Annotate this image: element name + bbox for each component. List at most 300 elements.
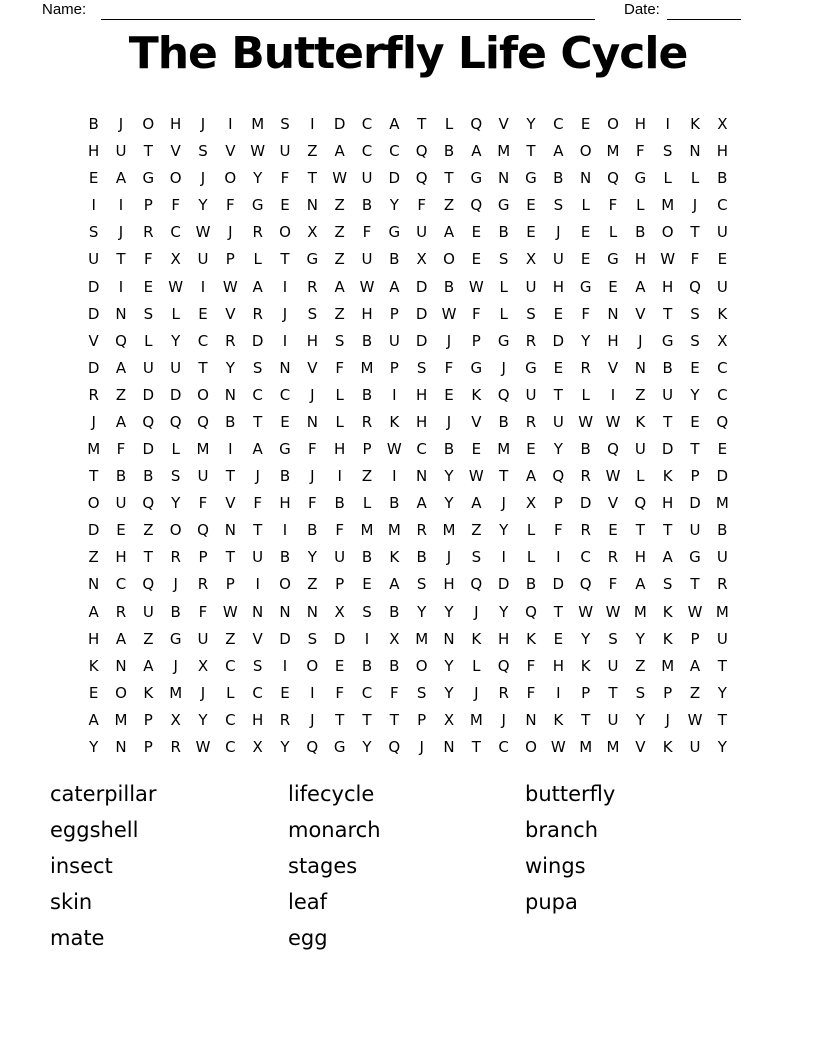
grid-letter: T — [417, 115, 427, 134]
grid-letter: T — [608, 683, 618, 702]
grid-letter: S — [143, 304, 154, 323]
grid-letter: T — [89, 467, 99, 486]
word-list-item: mate — [50, 926, 105, 950]
grid-letter: D — [251, 331, 264, 350]
grid-letter: R — [580, 521, 591, 540]
grid-letter: F — [444, 358, 454, 377]
word-list-item: lifecycle — [288, 782, 375, 806]
grid-letter: C — [580, 548, 591, 567]
grid-letter: A — [115, 358, 127, 377]
grid-letter: R — [307, 277, 318, 296]
grid-letter: A — [416, 494, 427, 513]
grid-letter: M — [633, 602, 647, 621]
grid-letter: B — [498, 412, 509, 431]
grid-letter: Q — [306, 737, 319, 756]
grid-letter: O — [661, 223, 674, 242]
grid-letter: U — [142, 602, 154, 621]
grid-letter: Y — [307, 548, 317, 567]
grid-letter: J — [501, 710, 506, 729]
grid-letter: P — [690, 629, 700, 648]
grid-letter: U — [716, 548, 728, 567]
grid-letter: T — [225, 467, 235, 486]
grid-letter: Z — [635, 656, 646, 675]
grid-letter: Z — [471, 521, 482, 540]
grid-letter: S — [416, 358, 427, 377]
grid-letter: R — [279, 710, 291, 729]
grid-letter: J — [310, 385, 315, 404]
grid-letter: R — [498, 683, 509, 702]
grid-letter: P — [143, 710, 153, 729]
grid-letter: L — [171, 440, 180, 459]
grid-letter: T — [335, 710, 345, 729]
grid-letter: I — [665, 115, 670, 134]
grid-letter: T — [690, 575, 700, 594]
grid-letter: G — [470, 358, 483, 377]
grid-letter: P — [581, 683, 591, 702]
grid-letter: Z — [334, 250, 345, 269]
grid-letter: T — [362, 710, 372, 729]
grid-letter: T — [253, 412, 263, 431]
grid-letter: R — [416, 521, 427, 540]
grid-letter: B — [361, 385, 373, 404]
grid-letter: F — [362, 223, 372, 242]
grid-letter: K — [662, 629, 673, 648]
grid-letter: N — [498, 169, 510, 188]
grid-letter: J — [446, 412, 452, 431]
grid-letter: E — [334, 656, 345, 675]
grid-letter: C — [416, 440, 427, 459]
grid-letter: K — [143, 683, 154, 702]
grid-letter: P — [690, 467, 700, 486]
grid-letter: Y — [362, 737, 372, 756]
grid-letter: H — [662, 277, 674, 296]
grid-letter: T — [116, 250, 126, 269]
grid-letter: I — [282, 656, 288, 675]
grid-letter: N — [306, 602, 318, 621]
grid-letter: U — [115, 494, 127, 513]
grid-letter: T — [663, 521, 673, 540]
grid-letter: P — [198, 548, 208, 567]
grid-letter: L — [499, 304, 508, 323]
grid-letter: E — [580, 115, 591, 134]
grid-letter: X — [252, 737, 263, 756]
grid-letter: U — [388, 331, 400, 350]
grid-letter: E — [690, 412, 700, 431]
grid-letter: F — [636, 142, 645, 161]
grid-letter: T — [690, 223, 700, 242]
grid-letter: X — [389, 629, 400, 648]
grid-letter: U — [197, 250, 209, 269]
grid-letter: X — [525, 494, 537, 513]
grid-letter: J — [665, 710, 670, 729]
grid-letter: J — [282, 304, 288, 323]
grid-letter: T — [444, 169, 454, 188]
grid-letter: L — [226, 683, 235, 702]
grid-letter: B — [389, 656, 400, 675]
grid-letter: K — [389, 412, 400, 431]
grid-letter: S — [280, 115, 290, 134]
grid-letter: L — [362, 494, 372, 513]
grid-letter: B — [662, 358, 673, 377]
grid-letter: L — [335, 412, 344, 431]
grid-letter: R — [580, 467, 591, 486]
grid-letter: D — [415, 331, 428, 350]
grid-letter: R — [580, 358, 591, 377]
grid-letter: H — [279, 494, 291, 513]
grid-letter: O — [415, 656, 428, 675]
grid-letter: T — [690, 440, 700, 459]
grid-letter: A — [662, 548, 673, 567]
grid-letter: L — [472, 656, 481, 675]
grid-letter: A — [471, 142, 482, 161]
grid-letter: W — [687, 602, 703, 621]
grid-letter: B — [361, 196, 373, 215]
grid-letter: I — [228, 115, 233, 134]
grid-letter: F — [116, 440, 126, 459]
grid-letter: S — [635, 683, 646, 702]
grid-letter: I — [392, 467, 397, 486]
grid-letter: Q — [634, 494, 647, 513]
grid-letter: T — [143, 548, 153, 567]
grid-letter: I — [556, 683, 561, 702]
grid-letter: N — [115, 304, 127, 323]
grid-letter: M — [114, 710, 128, 729]
grid-letter: E — [88, 169, 99, 188]
grid-letter: V — [607, 358, 619, 377]
grid-letter: U — [552, 250, 564, 269]
grid-letter: B — [553, 169, 564, 188]
grid-letter: K — [553, 710, 564, 729]
grid-letter: T — [553, 385, 563, 404]
grid-letter: T — [143, 142, 153, 161]
grid-letter: M — [251, 115, 265, 134]
grid-letter: Y — [499, 602, 509, 621]
grid-letter: Q — [142, 494, 155, 513]
grid-letter: N — [224, 385, 236, 404]
grid-letter: L — [663, 169, 672, 188]
grid-letter: G — [525, 169, 537, 188]
grid-letter: N — [689, 142, 701, 161]
grid-letter: J — [446, 548, 452, 567]
grid-letter: X — [717, 115, 728, 134]
grid-letter: K — [662, 737, 673, 756]
grid-letter: R — [225, 331, 236, 350]
grid-letter: Q — [525, 602, 537, 621]
grid-letter: H — [88, 629, 100, 648]
grid-letter: X — [307, 223, 318, 242]
grid-letter: I — [282, 277, 288, 296]
grid-letter: I — [556, 548, 561, 567]
grid-letter: B — [307, 521, 318, 540]
grid-letter: Q — [415, 142, 428, 161]
word-list-item: stages — [288, 854, 358, 878]
grid-letter: C — [553, 115, 564, 134]
grid-letter: G — [579, 277, 592, 296]
grid-letter: G — [525, 358, 537, 377]
grid-letter: T — [717, 656, 727, 675]
grid-letter: H — [443, 575, 455, 594]
grid-letter: D — [333, 629, 346, 648]
grid-letter: M — [715, 494, 729, 513]
grid-letter: Y — [389, 196, 399, 215]
grid-letter: C — [717, 196, 728, 215]
grid-letter: P — [225, 250, 235, 269]
grid-letter: M — [497, 440, 511, 459]
date-blank-line — [667, 3, 741, 20]
grid-letter: A — [115, 629, 127, 648]
grid-letter: F — [198, 602, 208, 621]
grid-letter: S — [526, 304, 536, 323]
grid-letter: S — [416, 683, 427, 702]
grid-letter: Y — [444, 602, 454, 621]
grid-letter: A — [553, 142, 564, 161]
grid-letter: E — [471, 250, 482, 269]
grid-letter: P — [417, 710, 427, 729]
grid-letter: O — [279, 575, 291, 594]
grid-letter: Y — [635, 629, 645, 648]
grid-letter: J — [474, 602, 479, 621]
word-list-column — [50, 776, 157, 956]
grid-letter: Y — [717, 683, 727, 702]
grid-letter: H — [361, 304, 373, 323]
grid-letter: M — [360, 358, 374, 377]
grid-letter: E — [717, 440, 728, 459]
grid-letter: X — [334, 602, 345, 621]
grid-letter: P — [389, 304, 399, 323]
grid-letter: W — [605, 412, 621, 431]
grid-letter: T — [471, 737, 481, 756]
grid-letter: E — [471, 440, 482, 459]
grid-letter: Q — [470, 575, 483, 594]
grid-letter: F — [690, 250, 700, 269]
grid-letter: S — [416, 575, 427, 594]
grid-letter: L — [171, 304, 180, 323]
grid-letter: E — [116, 521, 126, 540]
grid-letter: D — [415, 304, 428, 323]
grid-letter: W — [578, 602, 594, 621]
grid-letter: O — [87, 494, 100, 513]
grid-letter: C — [361, 115, 373, 134]
grid-letter: G — [279, 440, 291, 459]
grid-letter: C — [498, 737, 509, 756]
grid-letter: S — [307, 304, 318, 323]
grid-letter: L — [636, 196, 645, 215]
grid-letter: F — [526, 683, 536, 702]
grid-letter: A — [525, 467, 537, 486]
grid-letter: G — [388, 223, 401, 242]
grid-letter: D — [279, 629, 291, 648]
grid-letter: Z — [635, 385, 646, 404]
grid-letter: I — [337, 467, 342, 486]
grid-letter: E — [198, 304, 208, 323]
grid-letter: A — [252, 440, 263, 459]
grid-letter: F — [390, 683, 399, 702]
grid-letter: F — [335, 521, 344, 540]
grid-letter: J — [501, 358, 506, 377]
grid-letter: A — [635, 575, 646, 594]
grid-letter: J — [556, 223, 561, 242]
grid-letter: H — [607, 331, 619, 350]
grid-letter: N — [252, 602, 264, 621]
grid-letter: G — [169, 629, 182, 648]
grid-letter: O — [169, 169, 182, 188]
grid-letter: T — [307, 169, 317, 188]
grid-letter: Y — [553, 440, 563, 459]
grid-letter: J — [446, 331, 452, 350]
grid-letter: E — [717, 250, 728, 269]
name-blank-line — [101, 3, 595, 20]
grid-letter: Q — [415, 169, 428, 188]
grid-letter: N — [416, 467, 428, 486]
grid-letter: F — [253, 494, 262, 513]
grid-letter: E — [526, 196, 536, 215]
grid-letter: H — [552, 656, 564, 675]
grid-letter: E — [444, 385, 454, 404]
grid-letter: Y — [526, 115, 536, 134]
grid-letter: G — [333, 737, 346, 756]
grid-letter: K — [690, 115, 700, 134]
grid-letter: S — [170, 467, 181, 486]
grid-letter: T — [499, 467, 509, 486]
grid-letter: I — [610, 385, 616, 404]
grid-letter: Z — [115, 385, 127, 404]
grid-letter: C — [252, 683, 263, 702]
grid-letter: T — [198, 358, 208, 377]
grid-letter: B — [170, 602, 181, 621]
grid-letter: K — [662, 602, 673, 621]
grid-letter: D — [87, 277, 100, 296]
grid-letter: X — [170, 710, 181, 729]
grid-letter: R — [143, 223, 154, 242]
grid-letter: K — [717, 304, 728, 323]
grid-letter: K — [471, 629, 482, 648]
grid-letter: T — [717, 710, 727, 729]
grid-letter: P — [362, 440, 372, 459]
grid-letter: B — [525, 575, 537, 594]
grid-letter: L — [608, 223, 618, 242]
grid-letter: E — [471, 223, 482, 242]
grid-letter: M — [360, 521, 374, 540]
grid-letter: D — [552, 575, 565, 594]
grid-letter: Y — [198, 710, 208, 729]
grid-letter: F — [171, 196, 180, 215]
grid-letter: O — [224, 169, 237, 188]
grid-letter: Z — [143, 521, 154, 540]
grid-letter: U — [716, 277, 728, 296]
grid-letter: E — [580, 250, 591, 269]
grid-letter: K — [471, 385, 482, 404]
grid-letter: C — [717, 385, 728, 404]
date-label: Date: — [624, 1, 660, 18]
grid-letter: B — [334, 494, 345, 513]
grid-letter: B — [498, 223, 509, 242]
grid-letter: M — [497, 142, 511, 161]
grid-letter: E — [280, 412, 290, 431]
grid-letter: I — [91, 196, 96, 215]
grid-letter: V — [635, 737, 646, 756]
grid-letter: H — [634, 250, 646, 269]
grid-letter: M — [87, 440, 101, 459]
grid-letter: H — [634, 548, 646, 567]
grid-letter: O — [115, 683, 127, 702]
grid-letter: T — [553, 602, 563, 621]
grid-letter: H — [552, 277, 564, 296]
grid-letter: U — [716, 629, 728, 648]
grid-letter: Z — [334, 223, 345, 242]
grid-letter: H — [334, 440, 346, 459]
grid-letter: T — [635, 521, 645, 540]
grid-letter: Z — [689, 683, 701, 702]
grid-letter: O — [607, 115, 619, 134]
grid-letter: I — [255, 575, 260, 594]
grid-letter: U — [689, 521, 701, 540]
grid-letter: D — [87, 358, 100, 377]
grid-letter: M — [196, 440, 210, 459]
grid-letter: Y — [444, 494, 454, 513]
grid-letter: B — [717, 521, 728, 540]
grid-letter: B — [279, 467, 291, 486]
grid-letter: U — [416, 223, 428, 242]
grid-letter: A — [443, 223, 455, 242]
grid-letter: M — [169, 683, 183, 702]
grid-letter: E — [580, 223, 591, 242]
grid-letter: N — [634, 358, 646, 377]
grid-letter: L — [636, 467, 645, 486]
grid-letter: K — [580, 656, 591, 675]
grid-letter: S — [88, 223, 99, 242]
grid-letter: H — [634, 115, 646, 134]
grid-letter: S — [608, 629, 618, 648]
grid-letter: K — [662, 467, 673, 486]
grid-letter: Y — [581, 629, 591, 648]
grid-letter: F — [144, 250, 153, 269]
grid-letter: S — [362, 602, 372, 621]
grid-letter: U — [142, 358, 154, 377]
grid-letter: U — [252, 548, 264, 567]
grid-letter: D — [716, 467, 729, 486]
grid-letter: Y — [444, 683, 454, 702]
grid-letter: B — [361, 656, 373, 675]
grid-letter: J — [200, 169, 206, 188]
grid-letter: W — [222, 277, 238, 296]
grid-letter: C — [225, 656, 236, 675]
grid-letter: D — [87, 521, 100, 540]
grid-letter: Q — [689, 277, 701, 296]
grid-letter: A — [389, 575, 400, 594]
grid-letter: J — [474, 683, 479, 702]
grid-letter: B — [88, 115, 99, 134]
word-list-item: caterpillar — [50, 782, 157, 806]
grid-letter: U — [689, 737, 701, 756]
grid-letter: M — [579, 737, 593, 756]
grid-letter: Q — [607, 440, 619, 459]
grid-letter: U — [361, 169, 373, 188]
name-label: Name: — [42, 1, 87, 18]
grid-letter: S — [198, 142, 208, 161]
grid-letter: W — [359, 277, 375, 296]
grid-letter: I — [282, 331, 288, 350]
grid-letter: C — [225, 737, 236, 756]
grid-letter: I — [364, 629, 370, 648]
grid-letter: I — [200, 277, 206, 296]
word-list-item: monarch — [288, 818, 381, 842]
grid-letter: Q — [716, 412, 729, 431]
grid-letter: J — [173, 575, 178, 594]
grid-letter: J — [228, 223, 233, 242]
grid-letter: S — [334, 331, 345, 350]
grid-letter: G — [142, 169, 155, 188]
grid-letter: Y — [635, 710, 645, 729]
